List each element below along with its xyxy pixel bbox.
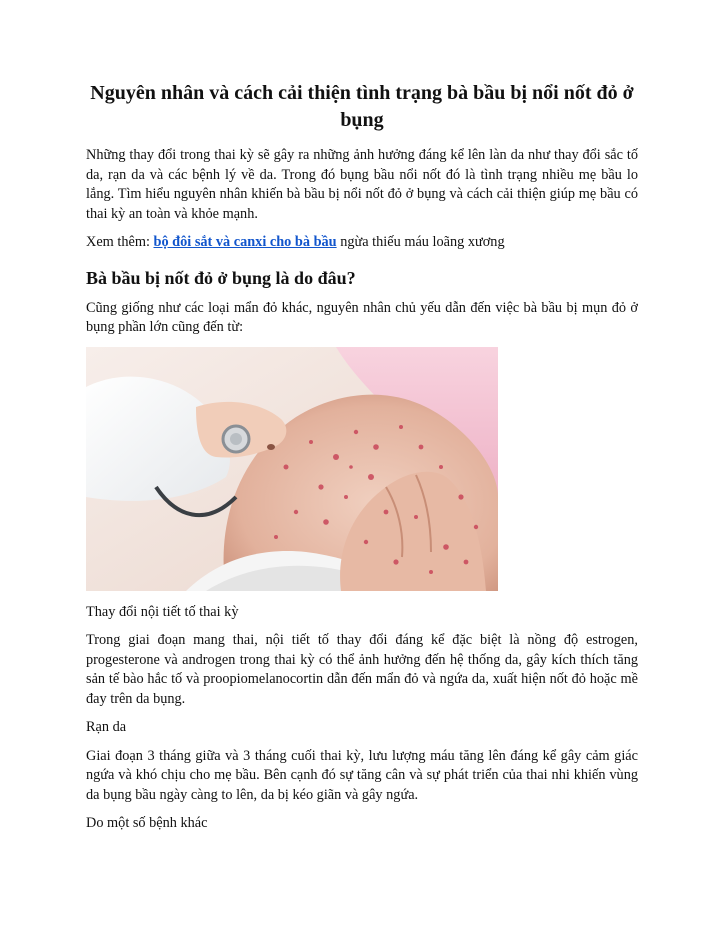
page-title: Nguyên nhân và cách cải thiện tình trạng bà bầu bị nổi nốt đỏ ở bụng [90,82,634,131]
see-also-line [86,233,638,253]
see-also-suffix: ngừa thiếu máu loãng xương [336,234,505,250]
cause-stretch-marks-paragraph: Giai đoạn 3 tháng giữa và 3 tháng cuối thai kỳ, lưu lượng máu tăng lên đáng kể gây cảm giác ngứa và khó chịu cho mẹ bầu. Bên cạnh đó sự tăng cân và sự phát triển của thai nhi khiến vùng da bụng bầu ngày càng to lên, da bị kéo giãn và gây ngứa. [86,747,638,803]
cause-stretch-marks-title: Rạn da [86,719,127,735]
cause-other-diseases-title: Do một số bệnh khác [86,815,208,831]
belly-rash-illustration [86,347,498,591]
pregnant-belly-photo [86,347,498,591]
cause-hormone-paragraph: Trong giai đoạn mang thai, nội tiết tố thay đổi đáng kể đặc biệt là nồng độ estrogen, progesterone và androgen trong thai kỳ có thể ảnh hưởng đến hệ thống da, gây kích thích tăng sản tế bào hắc tố và proopiomelanocortin dẫn đến mẩn đỏ và ngứa da, xuất hiện nốt đỏ hoặc mề đay trên da bụng. [86,632,638,707]
image-caption: Thay đổi nội tiết tố thai kỳ [86,603,239,620]
document-page [86,80,638,843]
see-also-link[interactable]: bộ đôi sắt và canxi cho bà bầu [153,234,337,250]
see-also-prefix: Xem thêm: [86,234,154,250]
intro-paragraph: Những thay đổi trong thai kỳ sẽ gây ra những ảnh hưởng đáng kể lên làn da như thay đổi sắc tố da, rạn da và các bệnh lý về da. Trong đó bụng bầu nổi nốt đó là tình trạng nhiều mẹ bầu lo lắng. Tìm hiểu nguyên nhân khiến bà bầu bị nổi nốt đỏ ở bụng và cách cải thiện giúp mẹ bầu có thai kỳ an toàn và khỏe mạnh. [86,147,638,222]
section-heading: Bà bầu bị nốt đỏ ở bụng là do đâu? [86,267,356,288]
section-intro-paragraph: Cũng giống như các loại mẩn đỏ khác, nguyên nhân chủ yếu dẫn đến việc bà bầu bị mụn đỏ ở bụng phần lớn cũng đến từ: [86,299,638,335]
